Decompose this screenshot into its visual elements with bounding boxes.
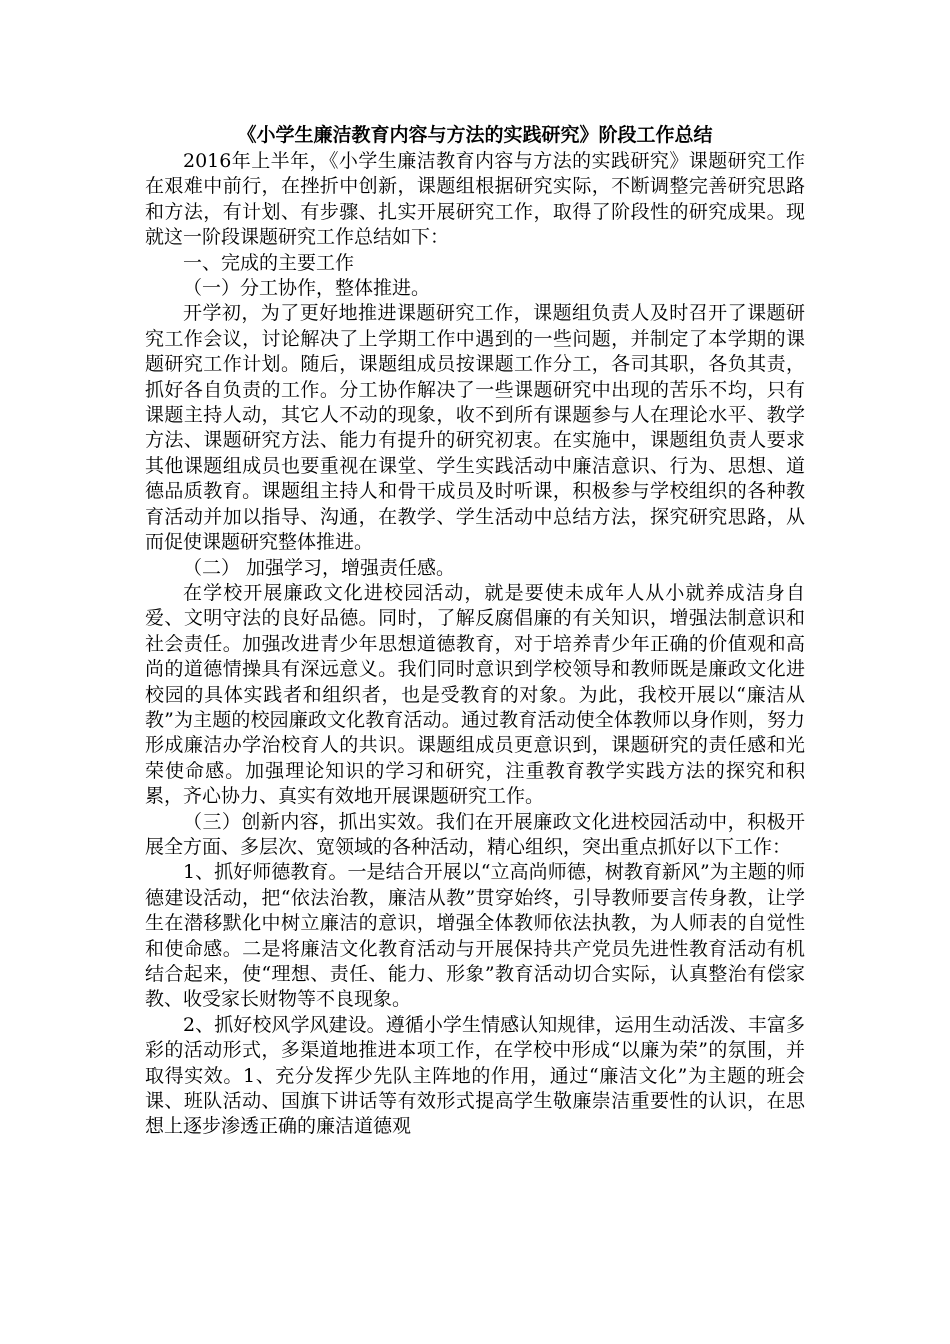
document-page — [145, 122, 805, 1140]
item-school-spirit: 2、抓好校风学风建设。遵循小学生情感认知规律，运用生动活泼、丰富多彩的活动形式，多渠道地推进本项工作，在学校中形成“以廉为荣”的氛围，并取得实效。1、充分发挥少先队主阵地的作用，通过“廉洁文化”为主题的班会课、班队活动、国旗下讲话等有效形式提高学生敬廉崇洁重要性的认识，在思想上逐步渗透正确的廉洁道德观 — [145, 1013, 805, 1138]
subsection-heading-division: （一）分工协作，整体推进。 — [183, 277, 431, 300]
intro-paragraph: 2016年上半年，《小学生廉洁教育内容与方法的实践研究》课题研究工作在艰难中前行，在挫折中创新，课题组根据研究实际，不断调整完善研究思路和方法，有计划、有步骤、扎实开展研究工作，取得了阶段性的研究成果。现就这一阶段课题研究工作总结如下： — [145, 150, 805, 249]
document-title: 《小学生廉洁教育内容与方法的实践研究》阶段工作总结 — [237, 124, 713, 146]
subsection-body-study: 在学校开展廉政文化进校园活动，就是要使未成年人从小就养成洁身自爱、文明守法的良好品德。同时，了解反腐倡廉的有关知识，增强法制意识和社会责任。加强改进青少年思想道德教育，对于培养青少年正确的价值观和高尚的道德情操具有深远意义。我们同时意识到学校领导和教师既是廉政文化进校园的具体实践者和组织者，也是受教育的对象。为此，我校开展以“廉洁从教”为主题的校园廉政文化教育活动。通过教育活动使全体教师以身作则，努力形成廉洁办学治校育人的共识。课题组成员更意识到，课题研究的责任感和光荣使命感。加强理论知识的学习和研究，注重教育教学实践方法的探究和积累，齐心协力、真实有效地开展课题研究工作。 — [145, 581, 805, 808]
section-heading-main-work: 一、完成的主要工作 — [183, 251, 355, 274]
item-teacher-ethics: 1、抓好师德教育。一是结合开展以“立高尚师德，树教育新风”为主题的师德建设活动，把“依法治教，廉洁从教”贯穿始终，引导教师要言传身教，让学生在潜移默化中树立廉洁的意识，增强全体教师依法执教，为人师表的自觉性和使命感。二是将廉洁文化教育活动与开展保持共产党员先进性教育活动有机结合起来，使“理想、责任、能力、形象”教育活动切合实际，认真整治有偿家教、收受家长财物等不良现象。 — [145, 861, 805, 1011]
subsection-body-division: 开学初，为了更好地推进课题研究工作，课题组负责人及时召开了课题研究工作会议，讨论解决了上学期工作中遇到的一些问题，并制定了本学期的课题研究工作计划。随后，课题组成员按课题工作分工，各司其职，各负其责，抓好各自负责的工作。分工协作解决了一些课题研究中出现的苦乐不均，只有课题主持人动，其它人不动的现象，收不到所有课题参与人在理论水平、教学方法、课题研究方法、能力有提升的研究初衷。在实施中，课题组负责人要求其他课题组成员也要重视在课堂、学生实践活动中廉洁意识、行为、思想、道德品质教育。课题组主持人和骨干成员及时听课，积极参与学校组织的各种教育活动并加以指导、沟通，在教学、学生活动中总结方法，探究研究思路，从而促使课题研究整体推进。 — [145, 302, 805, 554]
subsection-body-innovation: （三）创新内容，抓出实效。我们在开展廉政文化进校园活动中，积极开展全方面、多层次、宽领域的各种活动，精心组织，突出重点抓好以下工作： — [145, 810, 805, 858]
subsection-heading-study: （二） 加强学习，增强责任感。 — [183, 556, 456, 579]
